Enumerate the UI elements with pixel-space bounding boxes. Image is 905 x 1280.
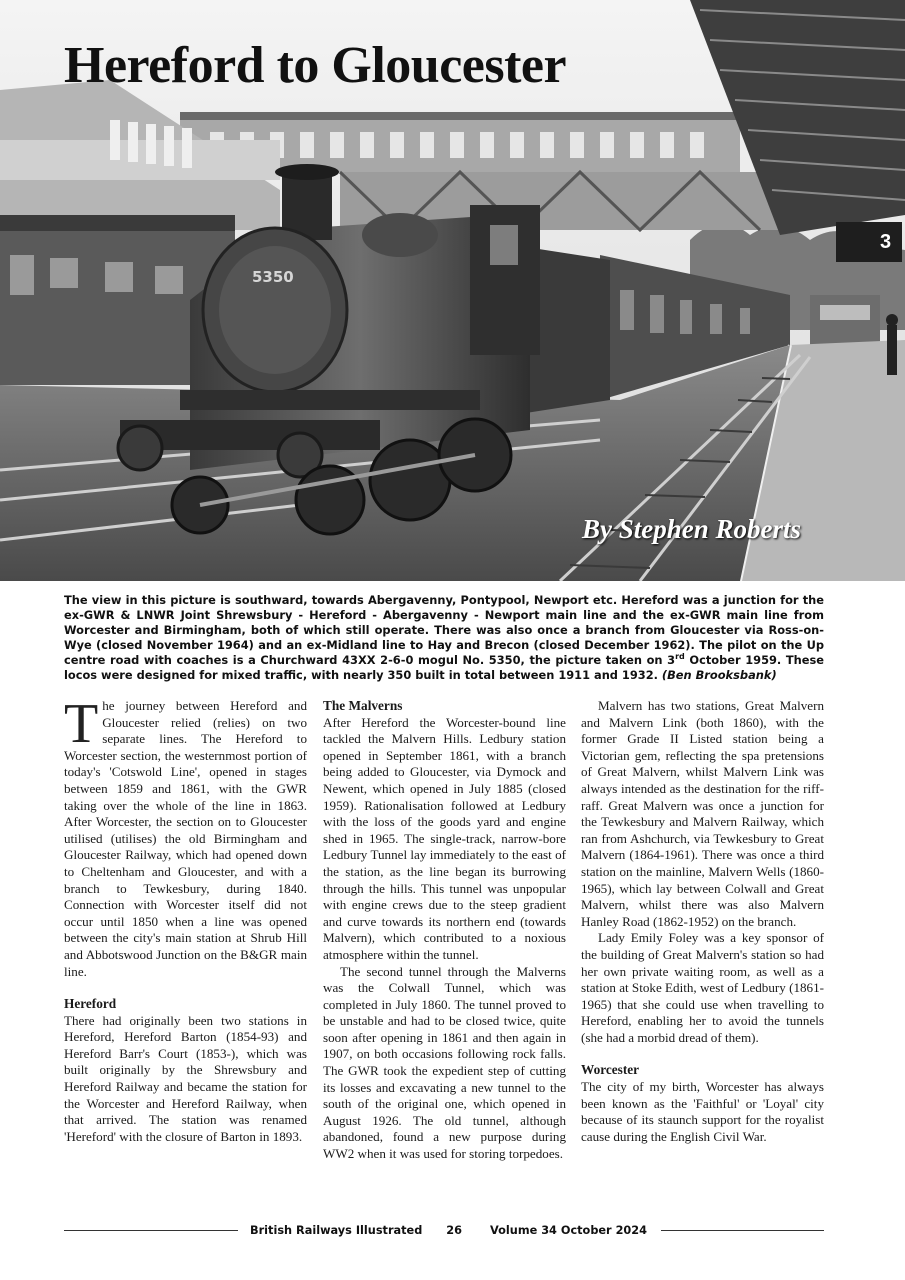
section-heading-worcester: Worcester bbox=[581, 1062, 640, 1078]
issue-info: Volume 34 October 2024 bbox=[490, 1223, 648, 1237]
article-byline: By Stephen Roberts bbox=[582, 514, 802, 544]
footer-rule-left bbox=[64, 1230, 238, 1231]
caption-ordinal: rd bbox=[675, 651, 685, 661]
page-footer bbox=[64, 1220, 824, 1240]
section-heading-hereford: Hereford bbox=[64, 996, 117, 1012]
drop-cap: T bbox=[64, 693, 99, 755]
column-3 bbox=[581, 698, 824, 1145]
section-heading-malverns: The Malverns bbox=[323, 698, 403, 713]
lady-foley-paragraph: Lady Emily Foley was a key sponsor of the building of Great Malvern's station so had her own private waiting room, as well as a station at Stoke Edith, west of Ledbury (1861-1965) that she could use when travelling to Hereford, enabling her to avoid the tunnels (she had a morbid dread of them). bbox=[581, 930, 824, 1045]
column-1 bbox=[64, 693, 307, 1145]
page-number: 26 bbox=[446, 1223, 463, 1237]
article-title: Hereford to Gloucester bbox=[64, 37, 567, 94]
footer-rule-right bbox=[661, 1230, 824, 1231]
malverns-paragraph-2: The second tunnel through the Malverns was the Colwall Tunnel, which was completed in July 1860. The tunnel proved to be unstable and had to be closed twice, quite soon after opening in 1861 and then again in 1907, on both occasions following rock falls. The GWR took the expedient step of cutting its losses and excavating a new tunnel to the south of the original one, which opened in August 1926. The old tunnel, although abandoned, found a new purpose during WW2 when it was used for storing torpedoes. bbox=[323, 963, 566, 1162]
lead-photo bbox=[0, 0, 905, 581]
malvern-stations-paragraph: Malvern has two stations, Great Malvern and Malvern Link (both 1860), with the former Grade II Listed station being a Victorian gem, reflecting the spa pretensions of Great Malvern, whilst Malvern Link was always intended as the destination for the riff-raff. Great Malvern was once a junction for the Tewkesbury and Malvern Railway, which ran from Ashchurch, via Tewkesbury to Great Malvern (1864-1961). There was once a third station on the mainline, Malvern Wells (1860-1965), which lay between Colwall and Great Malvern, whilst there was also Malvern Hanley Road (1862-1952) on the branch. bbox=[581, 698, 824, 929]
photo-caption bbox=[64, 593, 824, 682]
intro-paragraph bbox=[64, 693, 307, 980]
intro-text: he journey between Hereford and Gloucester relied (relies) on two separate lines. The Hereford to Worcester section, the westernmost portion of today's 'Cotswold Line', opened in stages between 1859 and 1861, with the GWR taking over the whole of the line in 1863. After Worcester, the section on to Gloucester utilised (utilises) the old Birmingham and Gloucester Railway, which had opened down to Cheltenham and Gloucester, and with a branch to Tewkesbury, during 1840. Connection with Worcester itself did not occur until 1850 when a line was opened between the city's main station at Shrub Hill and Abbotswood Junction on the B&GR main line. bbox=[64, 698, 307, 979]
caption-text-b: October 1959. These locos were designed for mixed traffic, with nearly 350 built in total between 1911 and 1932. bbox=[64, 652, 824, 682]
publication-name: British Railways Illustrated bbox=[250, 1223, 423, 1237]
column-2 bbox=[323, 698, 566, 1163]
platform-number: 3 bbox=[880, 231, 892, 253]
hereford-paragraph: There had originally been two stations in Hereford, Hereford Barton (1854-93) and Hereford Barr's Court (1853-), which was built originally by the Shrewsbury and Hereford Railway and became the station for the Worcester and Hereford Railway, when that arrived. The station was renamed 'Hereford' with the closure of Barton in 1893. bbox=[64, 1012, 307, 1144]
worcester-paragraph: The city of my birth, Worcester has always been known as the 'Faithful' or 'Loyal' city because of its staunch support for the royalist cause during the English Civil War. bbox=[581, 1079, 824, 1144]
photo-credit: (Ben Brooksbank) bbox=[661, 667, 777, 682]
caption-text-a: The view in this picture is southward, towards Abergavenny, Pontypool, Newport etc. Hereford was a junction for the ex-GWR & LNWR Joint Shrewsbury - Hereford - Abergavenny - Newport main line and the ex-GWR main line from Worcester and Birmingham, both of which still operate. There was also once a branch from Gloucester via Ross-on-Wye (closed November 1964) and an ex-Midland line to Hay and Brecon (closed December 1962). The pilot on the Up centre road with coaches is a Churchward 43XX 2-6-0 mogul No. 5350, the picture taken on 3 bbox=[64, 593, 824, 667]
malverns-paragraph-1: After Hereford the Worcester-bound line tackled the Malvern Hills. Ledbury station opened in September 1861, with a branch being added to Gloucester, via Dymock and Newent, which opened in July 1885 (closed 1959). Rationalisation followed at Ledbury with the loss of the goods yard and engine shed in 1965. The single-track, narrow-bore Ledbury Tunnel lay immediately to the east of the station, as the line began its burrowing through the hills. This tunnel was unpopular with engine crews due to the steep gradient and curve towards its northern end (towards Malvern), which contributed to a noxious atmosphere within the tunnel. bbox=[323, 714, 566, 962]
loco-number-plate: 5350 bbox=[252, 268, 294, 286]
